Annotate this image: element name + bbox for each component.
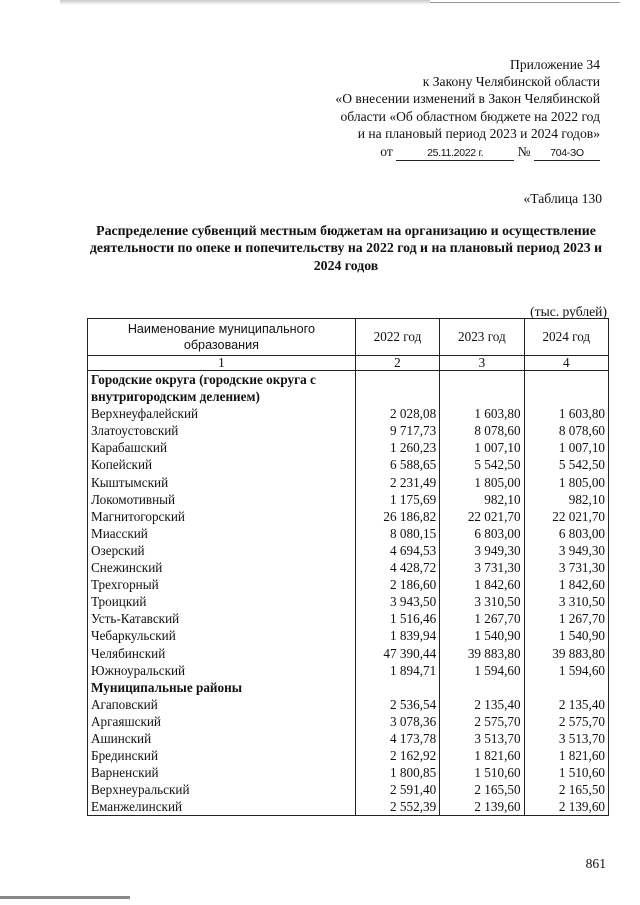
column-index-row xyxy=(88,356,609,371)
column-header-2024: 2024 год xyxy=(524,319,608,356)
municipality-name: Локомотивный xyxy=(88,491,356,508)
value-2023: 1 805,00 xyxy=(440,474,524,491)
table-row xyxy=(88,747,609,764)
table-row xyxy=(88,456,609,473)
table-row xyxy=(88,508,609,525)
value-2024: 2 139,60 xyxy=(524,798,608,816)
value-2023: 3 513,70 xyxy=(440,730,524,747)
appendix-line: Приложение 34 xyxy=(510,57,600,72)
value-2022: 6 588,65 xyxy=(355,456,439,473)
column-header-2022: 2022 год xyxy=(355,319,439,356)
municipality-name: Ашинский xyxy=(88,730,356,747)
table-number: «Таблица 130 xyxy=(523,191,602,206)
municipality-name: Южноуральский xyxy=(88,662,356,679)
table-row xyxy=(88,405,609,422)
table-row xyxy=(88,525,609,542)
value-2023 xyxy=(440,679,524,696)
municipality-name: Кыштымский xyxy=(88,474,356,491)
value-2023: 982,10 xyxy=(440,491,524,508)
column-index: 4 xyxy=(524,356,608,371)
table-row xyxy=(88,696,609,713)
value-2024: 5 542,50 xyxy=(524,456,608,473)
value-2023: 8 078,60 xyxy=(440,422,524,439)
municipality-name: Аргаяшский xyxy=(88,713,356,730)
table-row xyxy=(88,764,609,781)
section-row xyxy=(88,679,609,696)
column-header-name: Наименование муниципального образования xyxy=(88,319,356,356)
scan-artifact-line xyxy=(430,2,620,3)
value-2022: 1 516,46 xyxy=(355,610,439,627)
value-2023: 2 139,60 xyxy=(440,798,524,816)
value-2022: 3 078,36 xyxy=(355,713,439,730)
value-2023: 6 803,00 xyxy=(440,525,524,542)
municipality-name: Трехгорный xyxy=(88,576,356,593)
table-row xyxy=(88,593,609,610)
value-2024: 2 165,50 xyxy=(524,781,608,798)
value-2023: 39 883,80 xyxy=(440,645,524,662)
municipality-name: Златоустовский xyxy=(88,422,356,439)
page-number: 861 xyxy=(585,856,606,871)
table-row xyxy=(88,559,609,576)
table-row xyxy=(88,439,609,456)
unit-label: (тыс. рублей) xyxy=(530,304,607,319)
table-row xyxy=(88,627,609,644)
scan-artifact-top xyxy=(60,0,430,5)
value-2022: 1 260,23 xyxy=(355,439,439,456)
value-2022: 1 175,69 xyxy=(355,491,439,508)
column-index: 2 xyxy=(355,356,439,371)
table-row xyxy=(88,542,609,559)
value-2024: 3 949,30 xyxy=(524,542,608,559)
value-2023: 1 267,70 xyxy=(440,610,524,627)
value-2023: 1 510,60 xyxy=(440,764,524,781)
municipality-name: Верхнеуральский xyxy=(88,781,356,798)
municipality-name: Агаповский xyxy=(88,696,356,713)
value-2022: 2 591,40 xyxy=(355,781,439,798)
value-2023: 1 594,60 xyxy=(440,662,524,679)
value-2023: 22 021,70 xyxy=(440,508,524,525)
municipality-name: Усть-Катавский xyxy=(88,610,356,627)
value-2022 xyxy=(355,679,439,696)
municipality-name: Снежинский xyxy=(88,559,356,576)
table-row xyxy=(88,610,609,627)
value-2024: 3 310,50 xyxy=(524,593,608,610)
value-2024: 3 731,30 xyxy=(524,559,608,576)
municipality-name: Копейский xyxy=(88,456,356,473)
value-2024: 8 078,60 xyxy=(524,422,608,439)
value-2023: 1 540,90 xyxy=(440,627,524,644)
table-row xyxy=(88,422,609,439)
municipality-name: Еманжелинский xyxy=(88,798,356,816)
municipality-name: Троицкий xyxy=(88,593,356,610)
table-row xyxy=(88,645,609,662)
table-row xyxy=(88,474,609,491)
value-2022: 8 080,15 xyxy=(355,525,439,542)
table-row xyxy=(88,491,609,508)
value-2024: 3 513,70 xyxy=(524,730,608,747)
value-2022: 3 943,50 xyxy=(355,593,439,610)
municipality-name: Миасский xyxy=(88,525,356,542)
value-2022: 1 839,94 xyxy=(355,627,439,644)
value-2022: 2 536,54 xyxy=(355,696,439,713)
table-row xyxy=(88,662,609,679)
value-2023: 2 575,70 xyxy=(440,713,524,730)
municipality-name: Магнитогорский xyxy=(88,508,356,525)
appendix-line: к Закону Челябинской области xyxy=(422,74,600,90)
value-2024: 1 540,90 xyxy=(524,627,608,644)
value-2023: 2 135,40 xyxy=(440,696,524,713)
value-2024: 6 803,00 xyxy=(524,525,608,542)
value-2022: 47 390,44 xyxy=(355,645,439,662)
table-row xyxy=(88,730,609,747)
appendix-line: области «Об областном бюджете на 2022 год xyxy=(340,108,600,124)
value-2024: 39 883,80 xyxy=(524,645,608,662)
table-header-row xyxy=(88,319,609,356)
table-row xyxy=(88,713,609,730)
value-2024 xyxy=(524,679,608,696)
document-title: Распределение субвенций местным бюджетам на организацию и осуществление деятельности по опеке и попечительству на 2022 год и на плановый период 2023 и 2024 годов xyxy=(89,223,603,273)
value-2022: 1 800,85 xyxy=(355,764,439,781)
section-title: Городские округа (городские округа с внутригородским делением) xyxy=(88,371,356,406)
value-2024: 1 594,60 xyxy=(524,662,608,679)
value-2022: 1 894,71 xyxy=(355,662,439,679)
value-2022: 2 231,49 xyxy=(355,474,439,491)
value-2022: 4 173,78 xyxy=(355,730,439,747)
value-2023: 1 603,80 xyxy=(440,405,524,422)
value-2024: 1 821,60 xyxy=(524,747,608,764)
value-2023: 2 165,50 xyxy=(440,781,524,798)
value-2024: 2 135,40 xyxy=(524,696,608,713)
value-2024: 1 805,00 xyxy=(524,474,608,491)
law-number: 704-ЗО xyxy=(534,146,600,161)
value-2024: 1 603,80 xyxy=(524,405,608,422)
value-2024: 1 510,60 xyxy=(524,764,608,781)
value-2022: 4 428,72 xyxy=(355,559,439,576)
value-2024: 1 267,70 xyxy=(524,610,608,627)
law-date: 25.11.2022 г. xyxy=(396,146,514,161)
value-2023: 1 842,60 xyxy=(440,576,524,593)
municipality-name: Карабашский xyxy=(88,439,356,456)
table-row xyxy=(88,781,609,798)
section-title: Муниципальные районы xyxy=(88,679,356,696)
table-row xyxy=(88,798,609,816)
value-2023: 3 731,30 xyxy=(440,559,524,576)
from-label: от xyxy=(380,144,393,160)
value-2022: 2 162,92 xyxy=(355,747,439,764)
number-label: № xyxy=(517,144,531,160)
municipality-name: Челябинский xyxy=(88,645,356,662)
column-index: 1 xyxy=(88,356,356,371)
municipality-name: Озерский xyxy=(88,542,356,559)
value-2022: 2 028,08 xyxy=(355,405,439,422)
value-2022: 2 186,60 xyxy=(355,576,439,593)
value-2024: 1 007,10 xyxy=(524,439,608,456)
municipality-name: Брединский xyxy=(88,747,356,764)
value-2022: 26 186,82 xyxy=(355,508,439,525)
value-2024: 22 021,70 xyxy=(524,508,608,525)
value-2022 xyxy=(355,371,439,406)
column-header-2023: 2023 год xyxy=(440,319,524,356)
appendix-line: «О внесении изменений в Закон Челябинской xyxy=(335,91,600,107)
value-2024: 982,10 xyxy=(524,491,608,508)
municipality-name: Чебаркульский xyxy=(88,627,356,644)
value-2024 xyxy=(524,371,608,406)
value-2023: 3 310,50 xyxy=(440,593,524,610)
section-row xyxy=(88,371,609,406)
value-2023: 1 821,60 xyxy=(440,747,524,764)
value-2024: 1 842,60 xyxy=(524,576,608,593)
scan-artifact-bottom xyxy=(0,896,130,899)
law-date-number-line xyxy=(335,143,600,161)
value-2023: 1 007,10 xyxy=(440,439,524,456)
table-row xyxy=(88,576,609,593)
appendix-header xyxy=(335,56,600,161)
municipality-name: Варненский xyxy=(88,764,356,781)
column-index: 3 xyxy=(440,356,524,371)
value-2023: 5 542,50 xyxy=(440,456,524,473)
value-2022: 9 717,73 xyxy=(355,422,439,439)
appendix-line: и на плановый период 2023 и 2024 годов» xyxy=(357,125,600,141)
value-2022: 4 694,53 xyxy=(355,542,439,559)
value-2024: 2 575,70 xyxy=(524,713,608,730)
subvention-table xyxy=(87,318,609,816)
value-2022: 2 552,39 xyxy=(355,798,439,816)
value-2023 xyxy=(440,371,524,406)
value-2023: 3 949,30 xyxy=(440,542,524,559)
municipality-name: Верхнеуфалейский xyxy=(88,405,356,422)
